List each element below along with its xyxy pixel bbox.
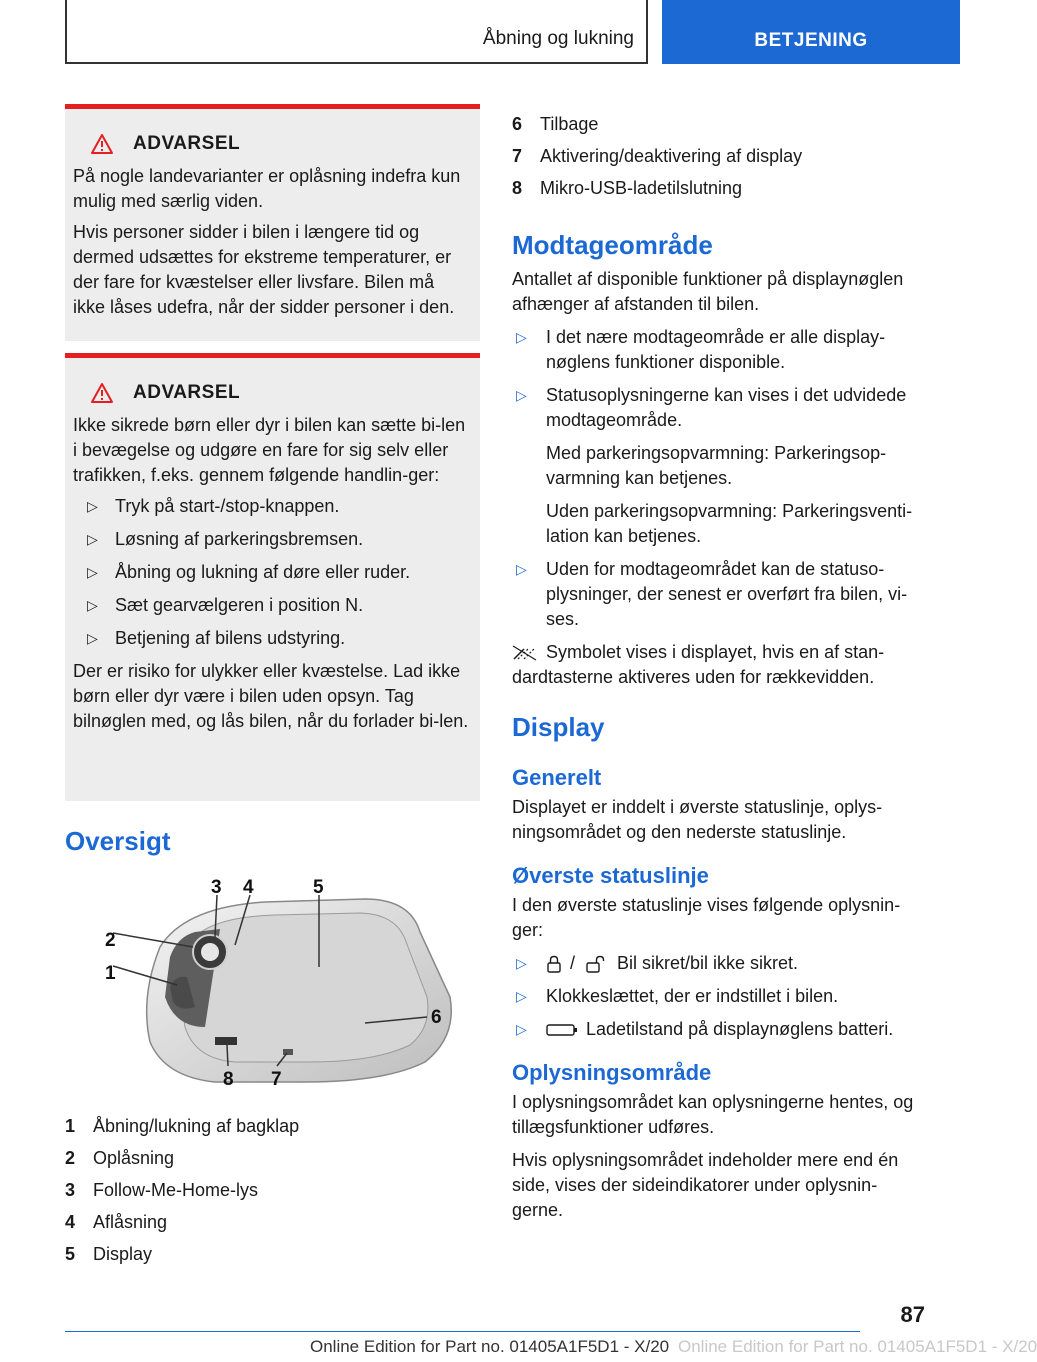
warning-title: ADVARSEL [133, 133, 241, 154]
warning-text: På nogle landevarianter er oplåsning indefra kun mulig med særlig viden. [73, 166, 461, 211]
triangle-bullet-icon: ▷ [516, 955, 527, 971]
key-figure [65, 877, 480, 1102]
figure-label: 3 [211, 877, 222, 898]
battery-icon [546, 1023, 578, 1037]
triangle-bullet-icon: ▷ [516, 329, 527, 345]
warning-text: Hvis personer sidder i bilen i længere tid og dermed udsættes for ekstreme temperaturer, er der fare for kvæstelser eller livsfare. Bilen må ikke låses udefra, når der sidder personer i den. [73, 222, 455, 317]
warning-box-2 [65, 353, 480, 801]
list-item: 1 Åbning/lukning af bagklap [65, 1116, 300, 1136]
list-item: ▷ Ladetilstand på displaynøglens batteri. [512, 1017, 927, 1042]
figure-label: 4 [243, 877, 254, 898]
figure-label: 6 [431, 1007, 442, 1028]
section-heading-display: Display [512, 712, 605, 742]
warning-text: Der er risiko for ulykker eller kvæstelse. Lad ikke børn eller dyr være i bilen uden opsyn. Tag bilnøglen med, og lås bilen, når du forlader bi-len. [73, 661, 469, 731]
subheading-oplysningsomraade: Oplysningsområde [512, 1060, 712, 1085]
list-item: ▷ Klokkeslættet, der er indstillet i bilen. [512, 984, 927, 1009]
list-item: ▷ Åbning og lukning af døre eller ruder. [73, 560, 470, 585]
legend-list [65, 1110, 480, 1270]
figure-label: 7 [271, 1069, 282, 1090]
watermark-text: Online Edition for Part no. 01405A1F5D1 - X/20 [678, 1337, 1037, 1356]
list-item: 7 Aktivering/deaktivering af display [512, 146, 803, 166]
figure-label: 5 [313, 877, 324, 898]
figure-label: 8 [223, 1069, 234, 1090]
out-of-range-icon [512, 645, 538, 661]
list-item: 5 Display [65, 1244, 153, 1264]
edition-text: Online Edition for Part no. 01405A1F5D1 - X/20 [310, 1337, 670, 1356]
warning-box-1 [65, 104, 480, 341]
figure-label: 2 [105, 930, 116, 951]
list-item: ▷ Statusoplysningerne kan vises i det udvidede modtageområde. Med parkeringsopvarmning: Parkeringsop-varmning kan betjenes. Uden parkeringsopvarmning: Parkeringsventi-lation kan betjenes. [512, 383, 927, 549]
page-number: 87 [900, 1302, 925, 1327]
triangle-bullet-icon: ▷ [87, 564, 98, 580]
warning-text: Ikke sikrede børn eller dyr i bilen kan sætte bi-len i bevægelse og udgøre en fare for sig selv eller trafikken, f.eks. gennem følgende handlin-ger: [73, 415, 466, 485]
figure-label: 1 [105, 963, 116, 984]
list-item: 8 Mikro-USB-ladetilslutning [512, 178, 743, 198]
section-title: Åbning og lukning [482, 28, 634, 49]
list-item: ▷ Sæt gearvælgeren i position N. [73, 593, 470, 618]
list-item: ▷ Uden for modtageområdet kan de statuso-plysninger, der senest er overført fra bilen, vi-ses. [512, 557, 927, 632]
triangle-bullet-icon: ▷ [516, 561, 527, 577]
list-item: ▷ Betjening af bilens udstyring. [73, 626, 470, 651]
warning-triangle-icon [91, 383, 113, 403]
triangle-bullet-icon: ▷ [87, 498, 98, 514]
symbol-description: Symbolet vises i displayet, hvis en af stan-dardtasterne aktiveres uden for rækkevidden. [512, 642, 885, 687]
legend-list-continued [512, 108, 927, 204]
triangle-bullet-icon: ▷ [516, 988, 527, 1004]
left-column [65, 104, 480, 1270]
subheading-generelt: Generelt [512, 765, 602, 790]
footer-rule [65, 1331, 860, 1332]
lock-open-icon [585, 955, 609, 973]
section-heading-oversigt: Oversigt [65, 826, 171, 856]
list-item: 4 Aflåsning [65, 1212, 168, 1232]
chapter-tab[interactable]: BETJENING [662, 0, 960, 64]
list-item: ▷ Løsning af parkeringsbremsen. [73, 527, 470, 552]
warning-triangle-icon [91, 134, 113, 154]
lock-closed-icon [546, 955, 562, 973]
warning-header [91, 380, 470, 405]
triangle-bullet-icon: ▷ [87, 597, 98, 613]
triangle-bullet-icon: ▷ [87, 531, 98, 547]
list-item: 2 Oplåsning [65, 1148, 175, 1168]
list-item: ▷ I det nære modtageområde er alle display-nøglens funktioner disponible. [512, 325, 927, 375]
subheading-statuslinje: Øverste statuslinje [512, 863, 709, 888]
modtageomraade-body: Antallet af disponible funktioner på displaynøglen afhænger af afstanden til bilen. ▷ I det nære modtageområde er alle display-nøglens funktioner disponible. ▷ Statusoplysningerne kan vises i det udvidede modtageområde. Med parkeringsopvarmning: Parkeringsop-varmning kan betjenes. Uden parkeringsopvarmning: Parkeringsventi-lation kan betjenes. ▷ Uden for modtageområdet kan de statuso-plysninger, der senest er overført fra bilen, vi-ses. Symbolet vises i displayet, hvis en af stan-dardtasterne aktiveres uden for rækkevidden. [512, 267, 927, 690]
list-item: ▷ Tryk på start-/stop-knappen. [73, 494, 470, 519]
warning-title: ADVARSEL [133, 382, 241, 403]
list-item: ▷ / Bil sikret/bil ikke sikret. [512, 951, 927, 976]
triangle-bullet-icon: ▷ [516, 1021, 527, 1037]
right-column: 6 Tilbage 7 Aktivering/deaktivering af display 8 Mikro-USB-ladetilslutning Modtageområde Antallet af disponible funktioner på displaynøglen afhænger af afstanden til bilen. ▷ I det nære modtageområde er alle display-nøglens funktioner disponible. ▷ Statusoplysningerne kan vises i det udvidede modtageområde. Med parkeringsopvarmning: Parkeringsop-varmning kan betjenes. Uden parkeringsopvarmning: Parkeringsventi-lation kan betjenes. ▷ Uden for modtageområdet kan de statuso-plysninger, der senest er overført fra bilen, vi-ses. Symbolet vises i displayet, hvis en af stan-dardtasterne aktiveres uden for rækkevidden. Display Generelt Displayet er inddelt i øverste statuslinje, oplys-ningsområdet og den nederste statuslinje. Øverste statuslinje I den øverste statuslinje vises følgende oplysnin-ger: ▷ / Bil sikret/bil ikke sikret. ▷ Klokkeslættet, der er indstillet i bilen. ▷ Ladetilstand på displaynøglens batteri. Oplysningsområde I oplysningsområdet kan oplysningerne hentes, og tillægsfunktioner udføres. Hvis oplysningsområdet indeholder mere end én side, vises der sideindikatorer under oplysnin-gerne. [512, 108, 927, 1231]
section-heading-modtageomraade: Modtageområde [512, 230, 713, 260]
list-item: 6 Tilbage [512, 114, 599, 134]
icon-separator: / [570, 953, 576, 973]
triangle-bullet-icon: ▷ [87, 630, 98, 646]
warning-header [91, 131, 470, 156]
triangle-bullet-icon: ▷ [516, 387, 527, 403]
list-item: 3 Follow-Me-Home-lys [65, 1180, 259, 1200]
